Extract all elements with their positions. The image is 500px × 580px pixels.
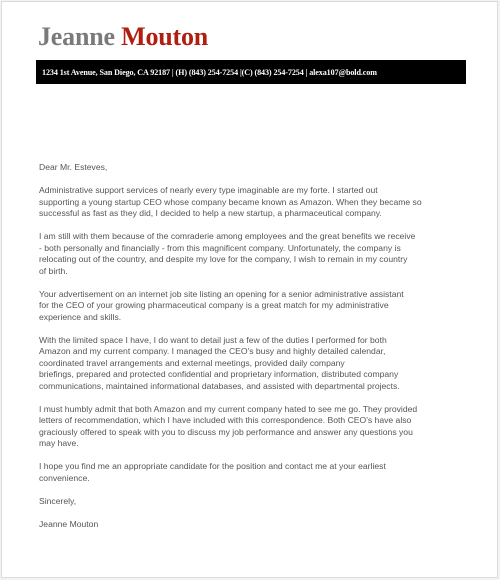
salutation: Dear Mr. Esteves, bbox=[39, 162, 108, 172]
text-line: graciously offered to speak with you to discuss my job performance and answer any questions you bbox=[39, 426, 413, 437]
contact-info: 1234 1st Avenue, San Diego, CA 92187 | (H) (843) 254-7254 |(C) (843) 254-7254 | alexa107@bold.com bbox=[42, 67, 377, 77]
letter-body bbox=[39, 162, 473, 542]
signature: Jeanne Mouton bbox=[39, 518, 99, 529]
paragraph-closing-request bbox=[39, 461, 473, 484]
paragraph-recommendation bbox=[39, 404, 473, 450]
text-line: briefings, prepared and protected confidential and proprietary information, distributed company bbox=[39, 369, 399, 379]
applicant-name bbox=[38, 20, 208, 54]
contact-bar bbox=[36, 60, 466, 84]
text-line: letters of recommendation, which I have included with this correspondence. Both CEO's have also bbox=[39, 415, 412, 425]
text-line: I am still with them because of the comraderie among employees and the great benefits we receive bbox=[39, 231, 416, 241]
paragraph-relocation bbox=[39, 231, 473, 277]
text-line: Amazon and my current company. I managed the CEO's busy and highly detailed calendar, bbox=[39, 346, 386, 356]
text-line: experience and skills. bbox=[39, 311, 122, 322]
paragraph-advertisement bbox=[39, 289, 473, 324]
text-line: I must humbly admit that both Amazon and my current company hated to see me go. They provided bbox=[39, 403, 418, 414]
text-line: supporting a young startup CEO whose company became known as Amazon. When they became so bbox=[39, 196, 422, 207]
paragraph-duties bbox=[39, 335, 473, 393]
paragraph-intro bbox=[39, 185, 473, 220]
text-line: convenience. bbox=[39, 472, 90, 483]
text-line: Administrative support services of nearly every type imaginable are my forte. I started out bbox=[39, 185, 378, 195]
text-line: relocating out of the country, and despite my love for the company, I wish to remain in my country bbox=[39, 254, 408, 264]
text-line: coordinated travel arrangements and external meetings, provided daily company bbox=[39, 357, 345, 368]
text-line: communications, maintained informational databases, and assisted with departmental projects. bbox=[39, 380, 400, 391]
first-name: Jeanne bbox=[38, 22, 115, 51]
text-line: - both personally and financially - from this magnificent company. Unfortunately, the company is bbox=[39, 242, 401, 253]
text-line: Your advertisement on an internet job site listing an opening for a senior administrative assistant bbox=[39, 288, 404, 299]
text-line: for the CEO of your growing pharmaceutical company is a great match for my administrative bbox=[39, 300, 389, 310]
text-line: I hope you find me an appropriate candidate for the position and contact me at your earliest bbox=[39, 461, 386, 471]
text-line: of birth. bbox=[39, 265, 68, 276]
text-line: With the limited space I have, I do want to detail just a few of the duties I performed for both bbox=[39, 334, 387, 345]
text-line: may have. bbox=[39, 438, 79, 448]
last-name: Mouton bbox=[121, 22, 209, 51]
letter-page bbox=[1, 1, 498, 578]
text-line: successful as fast as they did, I decided to help a new startup, a pharmaceutical company. bbox=[39, 208, 382, 218]
closing: Sincerely, bbox=[39, 495, 77, 506]
